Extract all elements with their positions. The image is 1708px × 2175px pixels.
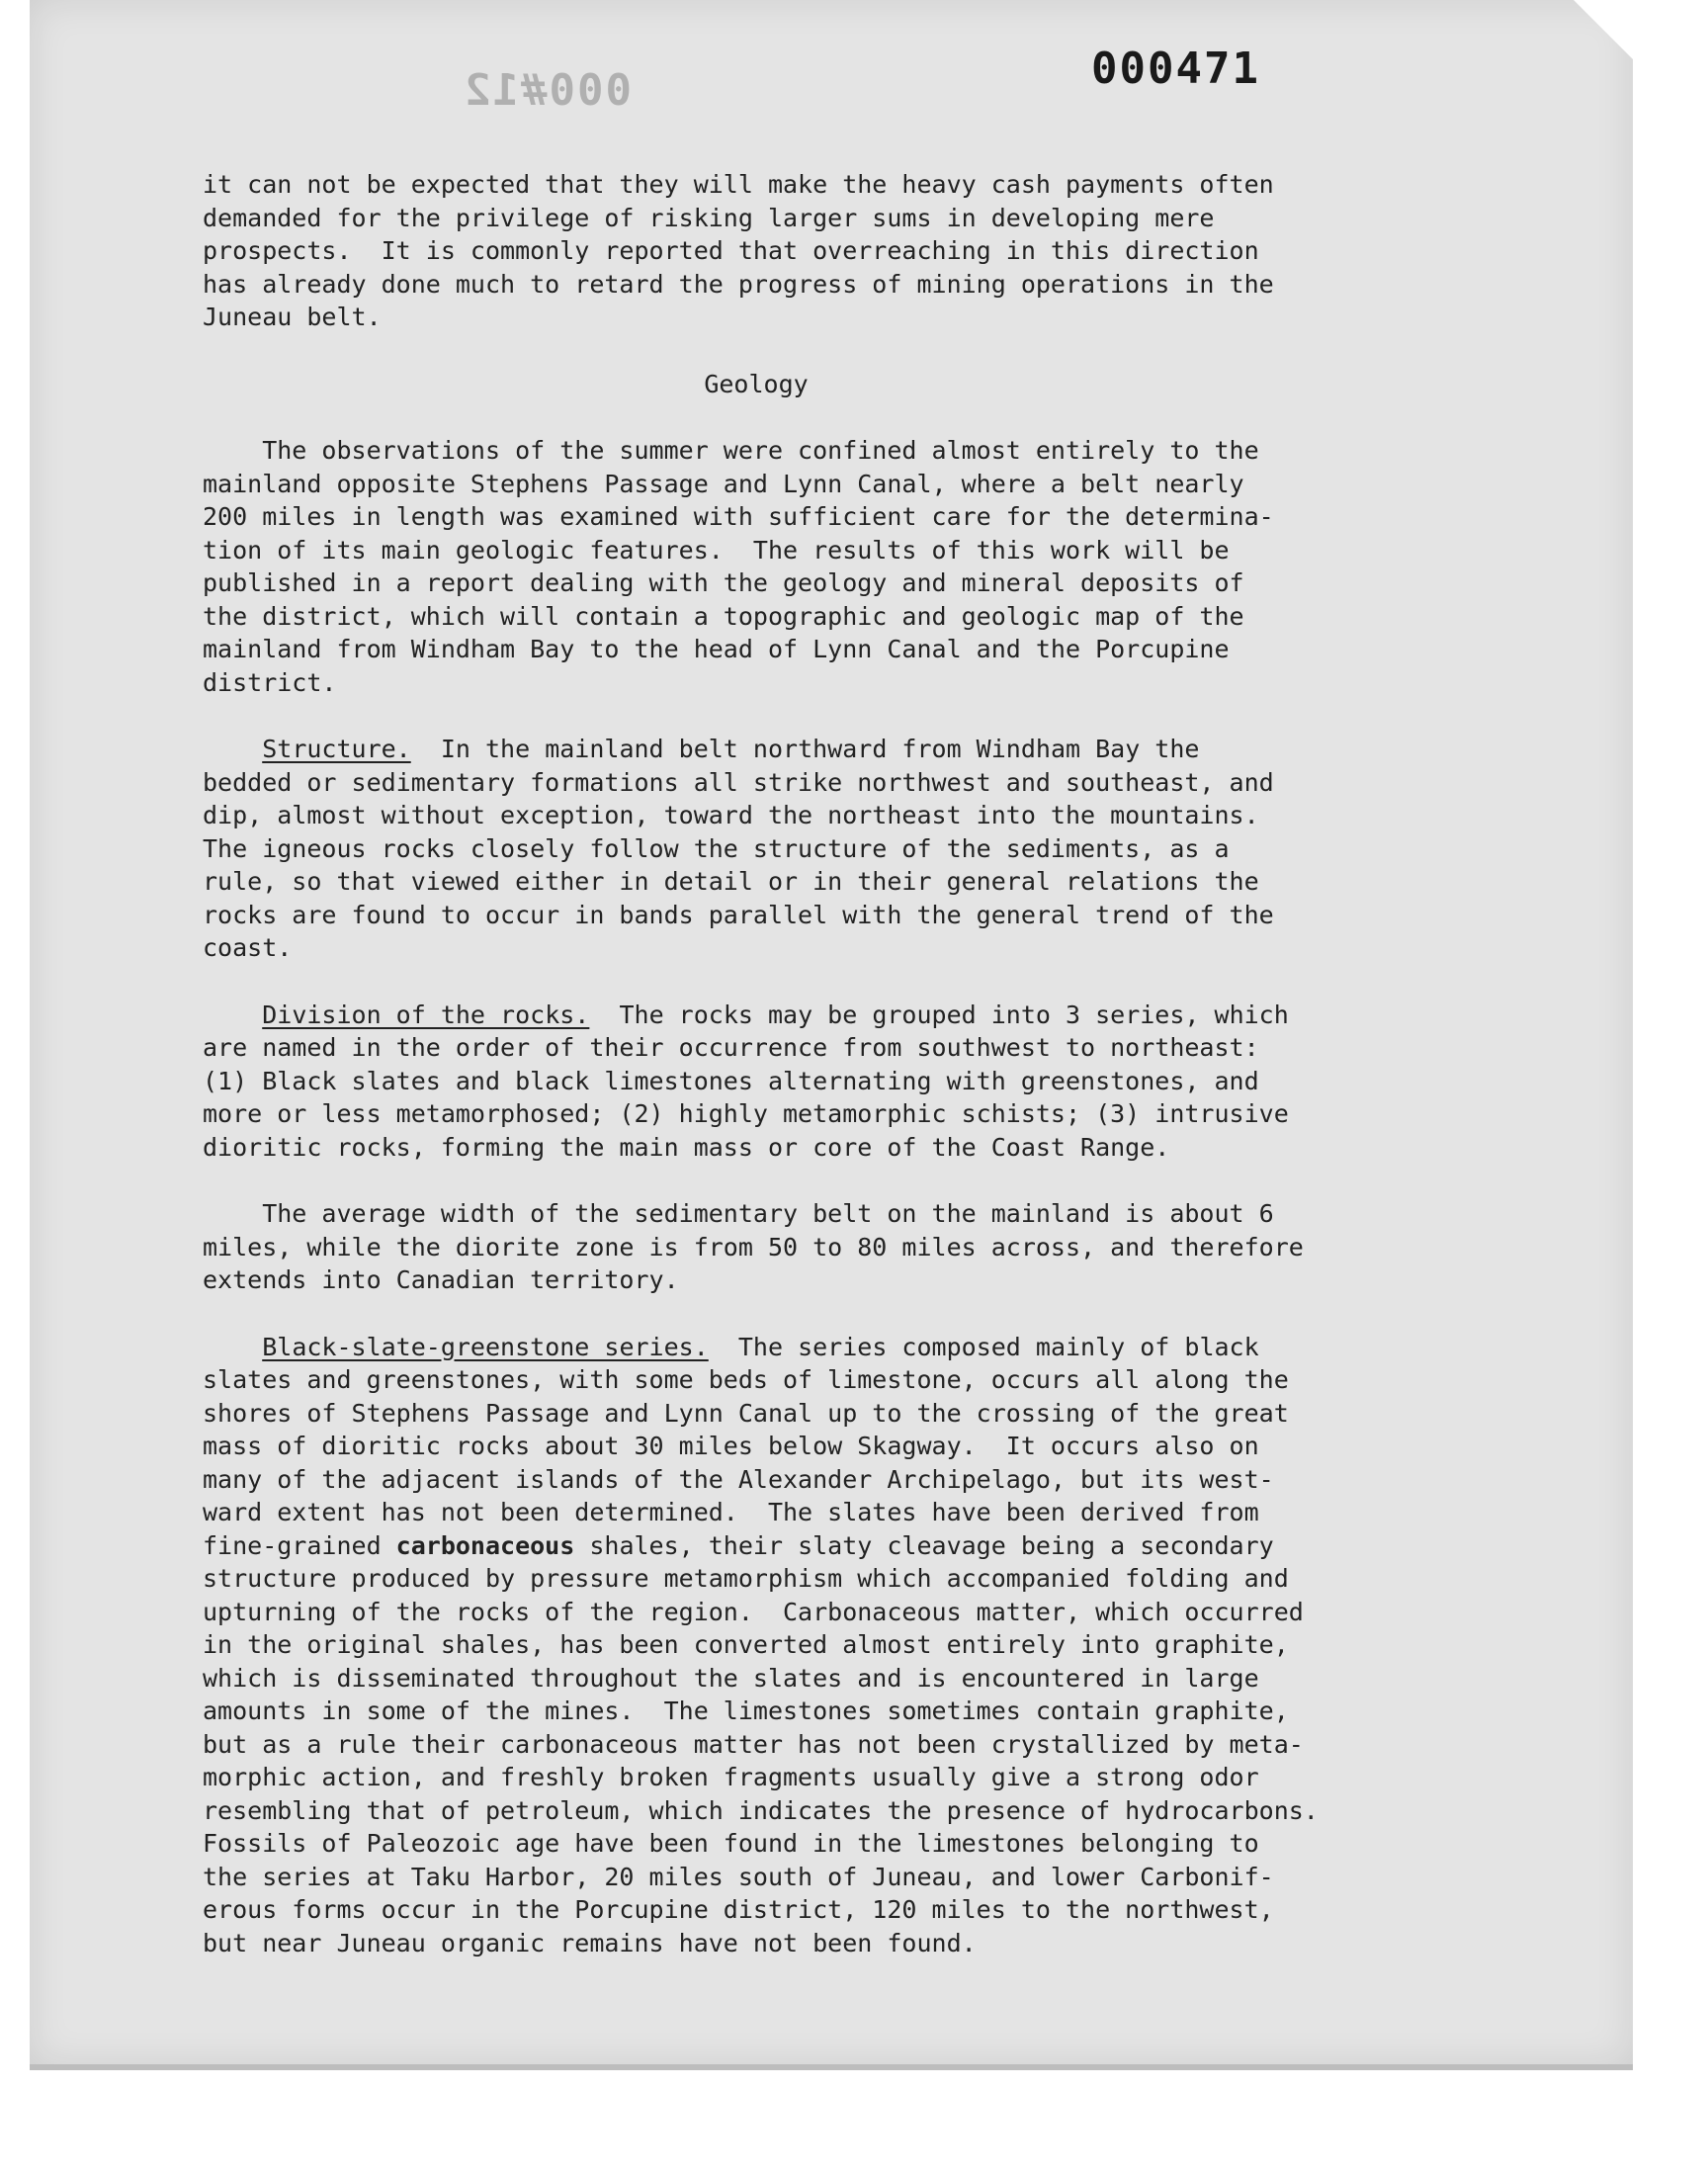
text-line — [203, 1529, 1448, 1563]
text-line: shores of Stephens Passage and Lynn Canal up to the crossing of the great — [203, 1398, 1289, 1428]
text-line: dioritic rocks, forming the main mass or core of the Coast Range. — [203, 1132, 1170, 1162]
text-line: are named in the order of their occurrence from southwest to northeast: — [203, 1033, 1259, 1062]
intro-paragraph — [203, 168, 1448, 334]
text-line: it can not be expected that they will make the heavy cash payments often — [203, 170, 1274, 199]
text-line — [203, 1331, 1448, 1364]
text-line: the district, which will contain a topographic and geologic map of the — [203, 601, 1244, 631]
text-line — [203, 999, 1448, 1032]
stamp-number: 000471 — [1091, 44, 1260, 94]
text-line: rule, so that viewed either in detail or in their general relations the — [203, 867, 1259, 896]
text-line: ward extent has not been determined. The slates have been derived from — [203, 1498, 1259, 1526]
text-line: erous forms occur in the Porcupine district, 120 miles to the northwest, — [203, 1895, 1274, 1924]
structure-subheading: Structure. — [262, 735, 411, 763]
text-line: mainland opposite Stephens Passage and Lynn Canal, where a belt nearly — [203, 469, 1244, 498]
text-line: amounts in some of the mines. The limestones sometimes contain graphite, — [203, 1696, 1289, 1725]
bold-word: carbonaceous — [395, 1530, 575, 1560]
text-line: bedded or sedimentary formations all strike northwest and southeast, and — [203, 767, 1274, 797]
text-line: many of the adjacent islands of the Alexander Archipelago, but its west- — [203, 1464, 1274, 1494]
paper-bottom-edge — [30, 2064, 1633, 2070]
text-line: in the original shales, has been converted almost entirely into graphite, — [203, 1630, 1289, 1659]
text-line: The average width of the sedimentary belt on the mainland is about 6 — [203, 1199, 1274, 1228]
text-line: upturning of the rocks of the region. Carbonaceous matter, which occurred — [203, 1597, 1304, 1626]
text-line: resembling that of petroleum, which indicates the presence of hydrocarbons. — [203, 1795, 1319, 1825]
text-line: The igneous rocks closely follow the structure of the sediments, as a — [203, 833, 1230, 863]
black-slate-paragraph — [203, 1331, 1448, 1960]
text-line: tion of its main geologic features. The results of this work will be — [203, 535, 1230, 565]
text-line: mainland from Windham Bay to the head of Lynn Canal and the Porcupine — [203, 635, 1230, 663]
text-line: has already done much to retard the progress of mining operations in the — [203, 269, 1274, 299]
division-subheading: Division of the rocks. — [262, 1000, 590, 1029]
text-line: (1) Black slates and black limestones alternating with greenstones, and — [203, 1066, 1259, 1095]
text-fragment: fine-grained — [203, 1530, 396, 1560]
text-line — [203, 733, 1448, 766]
text-line: which is disseminated throughout the slates and is encountered in large — [203, 1663, 1259, 1693]
structure-paragraph — [203, 733, 1448, 965]
observations-paragraph — [203, 434, 1448, 699]
text-line: but as a rule their carbonaceous matter has not been crystallized by meta- — [203, 1729, 1304, 1759]
black-slate-subheading: Black-slate-greenstone series. — [262, 1332, 709, 1361]
section-heading: Geology — [704, 369, 809, 398]
text-line: The observations of the summer were confined almost entirely to the — [203, 436, 1259, 465]
text-line: demanded for the privilege of risking larger sums in developing mere — [203, 203, 1215, 232]
text-line: structure produced by pressure metamorphism which accompanied folding and — [203, 1564, 1289, 1593]
text-line: mass of dioritic rocks about 30 miles below Skagway. It occurs also on — [203, 1432, 1259, 1460]
text-fragment: The rocks may be grouped into 3 series, which — [589, 1000, 1289, 1029]
division-paragraph — [203, 999, 1448, 1165]
text-line: rocks are found to occur in bands parallel with the general trend of the — [203, 900, 1274, 929]
text-line: published in a report dealing with the geology and mineral deposits of — [203, 568, 1244, 597]
text-fragment: The series composed mainly of black — [708, 1332, 1259, 1361]
document-body — [203, 168, 1448, 1993]
text-line: prospects. It is commonly reported that overreaching in this direction — [203, 236, 1259, 265]
width-paragraph — [203, 1197, 1448, 1297]
text-line: miles, while the diorite zone is from 50 to 80 miles across, and therefore — [203, 1232, 1304, 1262]
text-line: coast. — [203, 933, 293, 962]
text-line: slates and greenstones, with some beds of limestone, occurs all along the — [203, 1365, 1289, 1394]
text-line: but near Juneau organic remains have not been found. — [203, 1928, 977, 1958]
text-line: 200 miles in length was examined with sufficient care for the determina- — [203, 502, 1274, 531]
text-line: more or less metamorphosed; (2) highly metamorphic schists; (3) intrusive — [203, 1099, 1289, 1128]
folded-corner — [1574, 0, 1633, 59]
text-line: Juneau belt. — [203, 303, 382, 331]
text-fragment: shales, their slaty cleavage being a secondary — [574, 1530, 1274, 1560]
text-line: extends into Canadian territory. — [203, 1265, 679, 1294]
ghost-stamp-number: 000#12 — [463, 65, 632, 116]
text-fragment: In the mainland belt northward from Windham Bay the — [410, 735, 1200, 763]
text-line: district. — [203, 667, 337, 697]
text-line: dip, almost without exception, toward the northeast into the mountains. — [203, 801, 1259, 829]
text-line: the series at Taku Harbor, 20 miles south of Juneau, and lower Carbonif- — [203, 1862, 1274, 1891]
text-line: morphic action, and freshly broken fragments usually give a strong odor — [203, 1763, 1259, 1791]
text-line: Fossils of Paleozoic age have been found in the limestones belonging to — [203, 1829, 1259, 1858]
